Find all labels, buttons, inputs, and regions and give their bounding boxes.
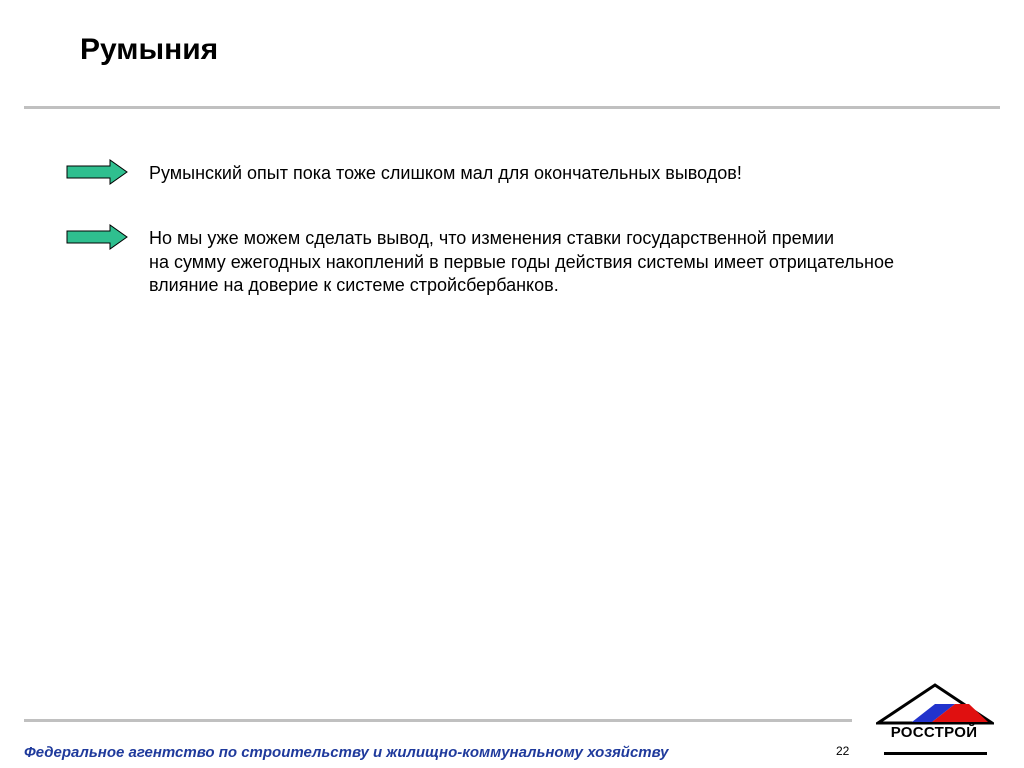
footer-divider — [24, 719, 852, 722]
bullet-line: Но мы уже можем сделать вывод, что изменения ставки государственной премии — [149, 228, 835, 248]
arrow-right-icon — [66, 159, 128, 185]
bullet-line: Румынский опыт пока тоже слишком мал для окончательных выводов! — [149, 163, 742, 183]
bullet-line: влияние на доверие к системе стройсбербанков. — [149, 275, 559, 295]
footer-agency-name: Федеральное агентство по строительству и жилищно-коммунальному хозяйству — [24, 744, 669, 761]
logo-underline — [884, 752, 987, 755]
slide-title: Румыния — [80, 33, 219, 66]
roof-flag-icon — [876, 683, 994, 725]
title-divider — [24, 106, 1000, 109]
rosstroy-logo — [876, 683, 994, 763]
logo-text: РОССТРОЙ — [890, 724, 978, 741]
bullet-text — [149, 162, 994, 186]
arrow-right-icon — [66, 224, 128, 250]
bullet-line: на сумму ежегодных накоплений в первые годы действия системы имеет отрицательное — [149, 251, 894, 272]
bullet-text — [149, 227, 994, 298]
page-number: 22 — [836, 744, 850, 758]
